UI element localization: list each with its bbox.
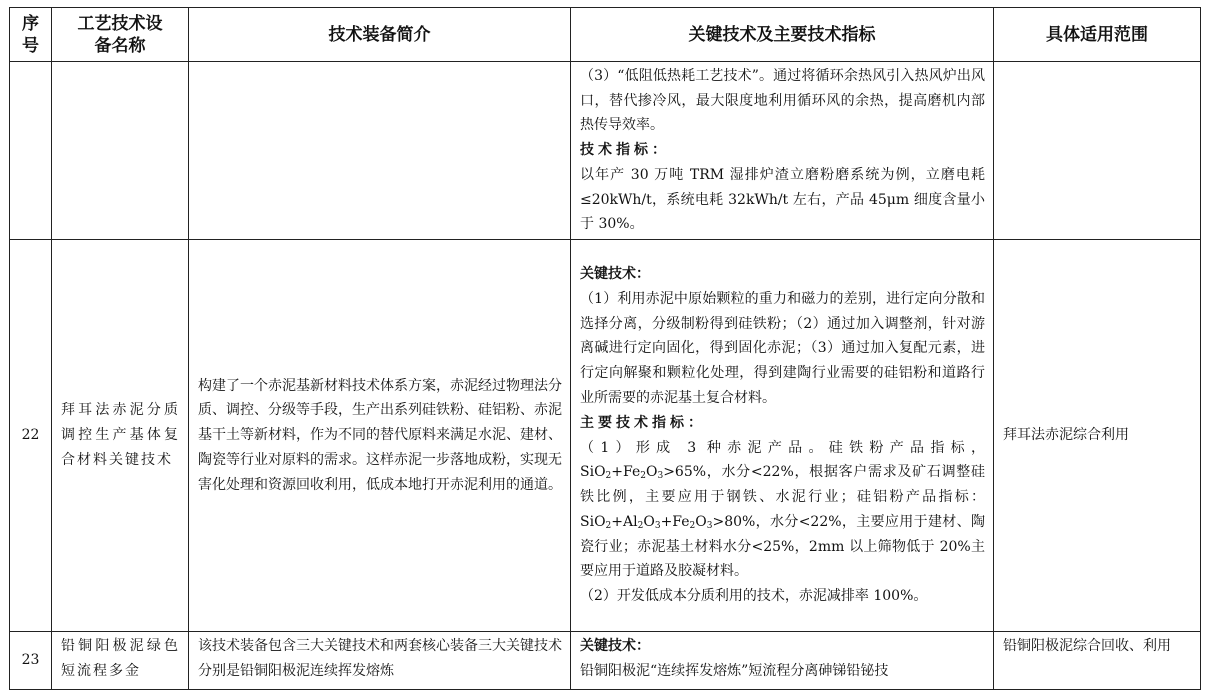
row23-scope: 铅铜阳极泥综合回收、利用 bbox=[994, 632, 1201, 690]
row22-key-label2: 主要技术指标： bbox=[580, 414, 706, 431]
row21-no bbox=[10, 62, 52, 240]
row23-intro: 该技术装备包含三大关键技术和两套核心装备三大关键技术分别是铅铜阳极泥连续挥发熔炼 bbox=[189, 632, 571, 690]
row22-key-label1: 关键技术： bbox=[580, 265, 650, 282]
row21-intro bbox=[189, 62, 571, 240]
row21-key bbox=[571, 62, 994, 240]
row23-key-label: 关键技术： bbox=[580, 638, 650, 654]
header-key: 关键技术及主要技术指标 bbox=[571, 8, 994, 62]
row22-key-p2: （1）形成 3 种赤泥产品。硅铁粉产品指标，$SiO_2+Fe_2O_3>65\%$，水分<22%，根据客户需求及矿石调整硅铁比例，主要应用于钢铁、水泥行业；硅铝粉产品指标：$SiO_2+Al_2O_3+Fe_2O_3>80\%$，水分<22%，主要应用于建材、陶瓷行业；赤泥基土材料水分<25%，2mm 以上筛物低于 20%主要应用于道路及胶凝材料。 bbox=[580, 439, 985, 580]
row21-name bbox=[52, 62, 189, 240]
row23-key-p1: 铅铜阳极泥“连续挥发熔炼”短流程分离砷锑铅铋技 bbox=[580, 662, 889, 679]
header-no: 序 号 bbox=[10, 8, 52, 62]
row23-no: 23 bbox=[10, 632, 52, 690]
row21-key-p1: （3）“低阻低热耗工艺技术”。通过将循环余热风引入热风炉出风口，替代掺冷风，最大限度地利用循环风的余热，提高磨机内部热传导效率。 bbox=[580, 67, 985, 134]
row22-name: 拜耳法赤泥分质调控生产基体复合材料关键技术 bbox=[52, 240, 189, 632]
header-name: 工艺技术设 备名称 bbox=[52, 8, 189, 62]
row22-key bbox=[571, 240, 994, 632]
tech-table bbox=[9, 7, 1201, 690]
table-row bbox=[10, 62, 1201, 240]
header-scope: 具体适用范围 bbox=[994, 8, 1201, 62]
header-row bbox=[10, 8, 1201, 62]
row22-intro: 构建了一个赤泥基新材料技术体系方案，赤泥经过物理法分质、调控、分级等手段，生产出系列硅铁粉、硅铝粉、赤泥基干土等新材料，作为不同的替代原料来满足水泥、建材、陶瓷等行业对原料的需求。这样赤泥一步落地成粉，实现无害化处理和资源回收利用，低成本地打开赤泥利用的通道。 bbox=[189, 240, 571, 632]
row22-scope: 拜耳法赤泥综合利用 bbox=[994, 240, 1201, 632]
row21-key-label: 技术指标： bbox=[580, 142, 670, 159]
row22-key-p1: （1）利用赤泥中原始颗粒的重力和磁力的差别，进行定向分散和选择分离，分级制粉得到硅铁粉；（2）通过加入调整剂，针对游离碱进行定向固化，得到固化赤泥；（3）通过加入复配元素，进行定向解聚和颗粒化处理，得到建陶行业需要的硅铝粉和道路行业所需要的赤泥基土复合材料。 bbox=[580, 290, 985, 406]
row22-key-p3: （2）开发低成本分质利用的技术，赤泥减排率 100%。 bbox=[580, 588, 928, 605]
row23-name: 铅铜阳极泥绿色短流程多金 bbox=[52, 632, 189, 690]
row21-scope bbox=[994, 62, 1201, 240]
row21-key-p2: 以年产 30 万吨 TRM 湿排炉渣立磨粉磨系统为例，立磨电耗≤20kWh/t，系统电耗 32kWh/t 左右，产品 45μm 细度含量小于 30%。 bbox=[580, 166, 985, 233]
row22-no: 22 bbox=[10, 240, 52, 632]
header-intro: 技术装备简介 bbox=[189, 8, 571, 62]
table-row bbox=[10, 632, 1201, 690]
row23-key bbox=[571, 632, 994, 690]
table-row bbox=[10, 240, 1201, 632]
